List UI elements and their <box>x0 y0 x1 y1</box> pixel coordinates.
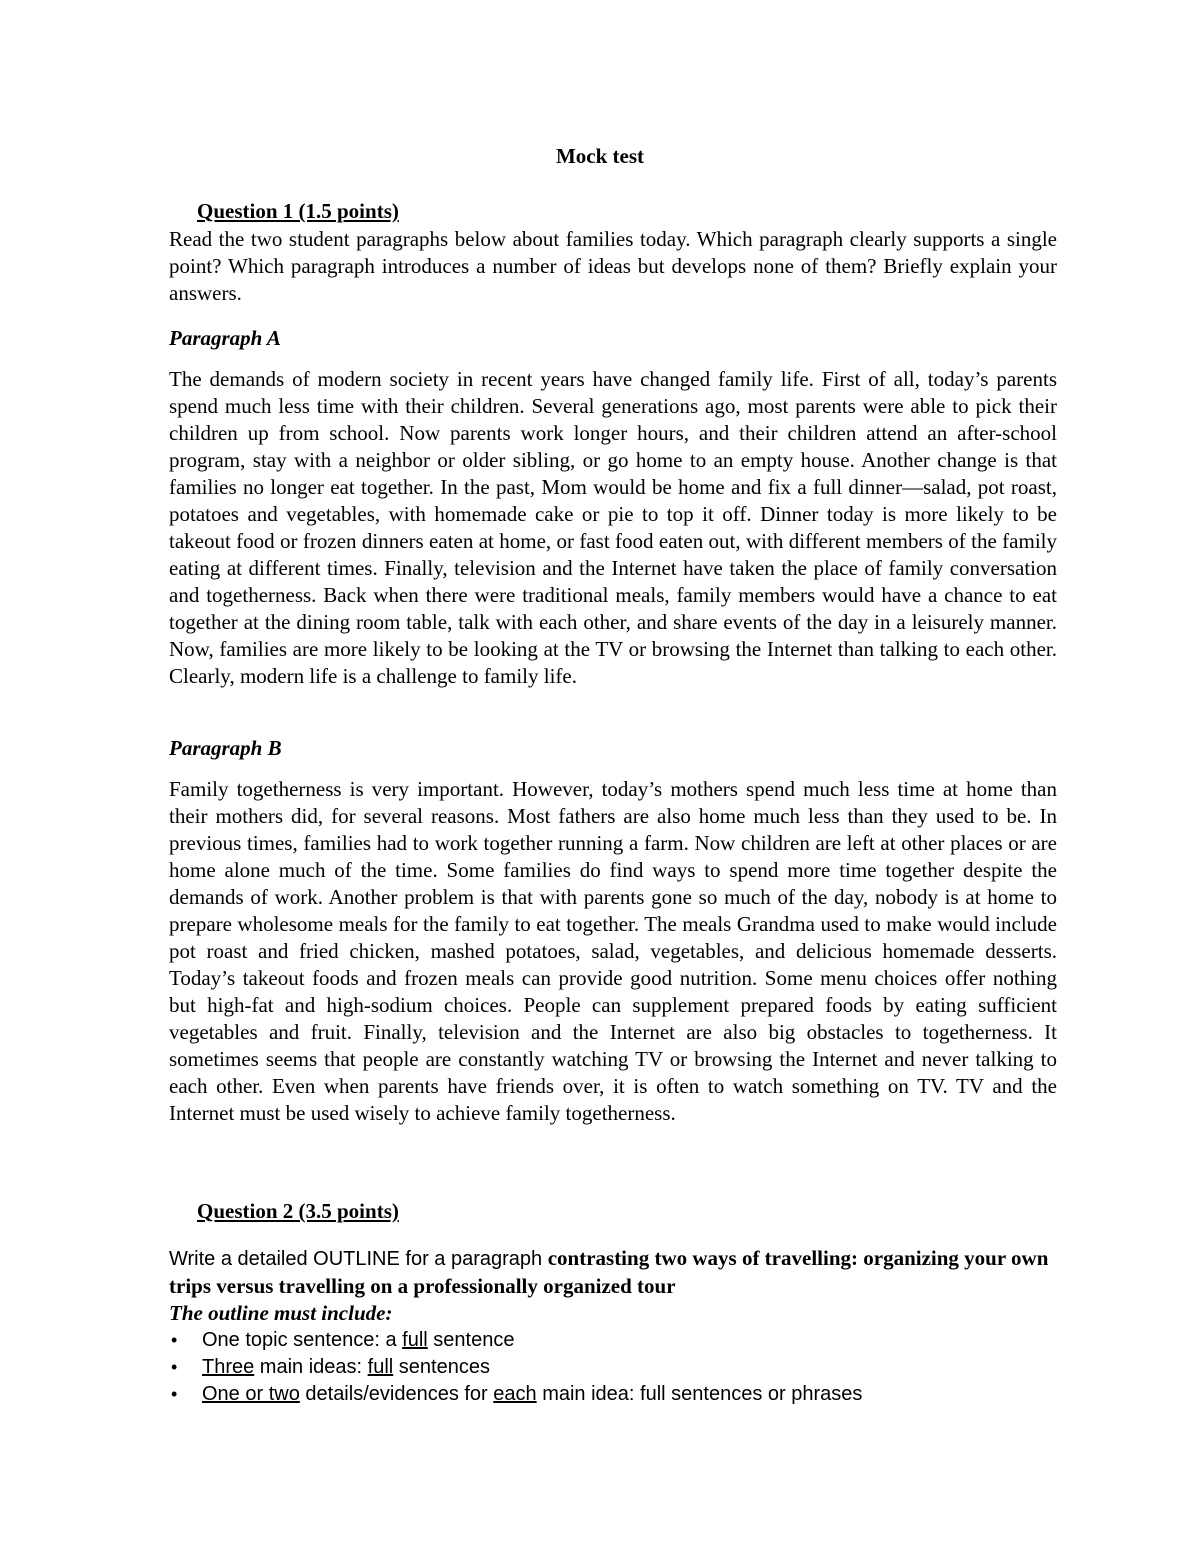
question-1-heading: Question 1 (1.5 points) <box>197 199 399 223</box>
bullet-text: sentences <box>393 1356 490 1378</box>
list-item <box>169 1381 862 1408</box>
bullet-underlined-text: One or two <box>202 1383 300 1405</box>
bullet-underlined-text: full <box>367 1356 394 1378</box>
paragraph-a-text: The demands of modern society in recent years have changed family life. First of all, today’s parents spend much less time with their children. Several generations ago, most parents were able to pick their children up from school. Now parents work longer hours, and their children attend an after-school program, stay with a neighbor or older sibling, or go home to an empty house. Another change is that families no longer eat together. In the past, Mom would be home and fix a full dinner—salad, pot roast, potatoes and vegetables, with homemade cake or pie to top it off. Dinner today is more likely to be takeout food or frozen dinners eaten at home, or fast food eaten out, with different members of the family eating at different times. Finally, television and the Internet have taken the place of family conversation and togetherness. Back when there were traditional meals, family members would have a chance to eat together at the dining room table, talk with each other, and share events of the day in a leisurely manner. Now, families are more likely to be looking at the TV or browsing the Internet than talking to each other. Clearly, modern life is a challenge to family life. <box>169 367 1057 688</box>
outline-requirements-list <box>169 1327 862 1408</box>
bullet-text: One topic sentence: a <box>202 1329 403 1351</box>
document-title: Mock test <box>555 144 645 168</box>
question-2-prompt <box>169 1245 1064 1300</box>
paragraph-a-label: Paragraph A <box>169 326 281 350</box>
bullet-text: sentence <box>427 1329 515 1351</box>
bullet-icon: • <box>171 1384 178 1404</box>
bullet-underlined-text: full <box>402 1329 428 1351</box>
bullet-text: details/evidences for <box>299 1383 494 1405</box>
bullet-text: main idea: full sentences or phrases <box>536 1383 863 1405</box>
question-1-prompt: Read the two student paragraphs below about families today. Which paragraph clearly supports a single point? Which paragraph introduces a number of ideas but develops none of them? Briefly explain your answers. <box>169 227 1057 305</box>
bullet-icon: • <box>171 1357 178 1377</box>
question-2-prompt-emphasis: contrasting two ways of travelling: organizing your own trips versus travelling on a professionally organized tour <box>169 1246 1049 1298</box>
question-2-heading: Question 2 (3.5 points) <box>197 1199 399 1223</box>
bullet-text: main ideas: <box>254 1356 368 1378</box>
bullet-underlined-text: Three <box>202 1356 255 1378</box>
paragraph-b-label: Paragraph B <box>169 736 282 760</box>
outline-requirements-heading: The outline must include: <box>169 1301 393 1325</box>
paragraph-b-text: Family togetherness is very important. However, today’s mothers spend much less time at home than their mothers did, for several reasons. Most fathers are also home much less than they used to be. In previous times, families had to work together running a farm. Now children are left at other places or are home alone much of the time. Some families do find ways to spend more time together despite the demands of work. Another problem is that with parents gone so much of the day, nobody is at home to prepare wholesome meals for the family to eat together. The meals Grandma used to make would include pot roast and fried chicken, mashed potatoes, salad, vegetables, and delicious homemade desserts. Today’s takeout foods and frozen meals can provide good nutrition. Some menu choices offer nothing but high-fat and high-sodium choices. People can supplement prepared foods by eating sufficient vegetables and fruit. Finally, television and the Internet are also big obstacles to togetherness. It sometimes seems that people are constantly watching TV or browsing the Internet and never talking to each other. Even when parents have friends over, it is often to watch something on TV. TV and the Internet must be used wisely to achieve family togetherness. <box>169 777 1057 1125</box>
bullet-icon: • <box>171 1330 178 1350</box>
list-item <box>169 1354 862 1381</box>
bullet-underlined-text: each <box>493 1383 537 1405</box>
question-2-prompt-lead: Write a detailed OUTLINE for a paragraph <box>169 1248 548 1270</box>
list-item <box>169 1327 862 1354</box>
